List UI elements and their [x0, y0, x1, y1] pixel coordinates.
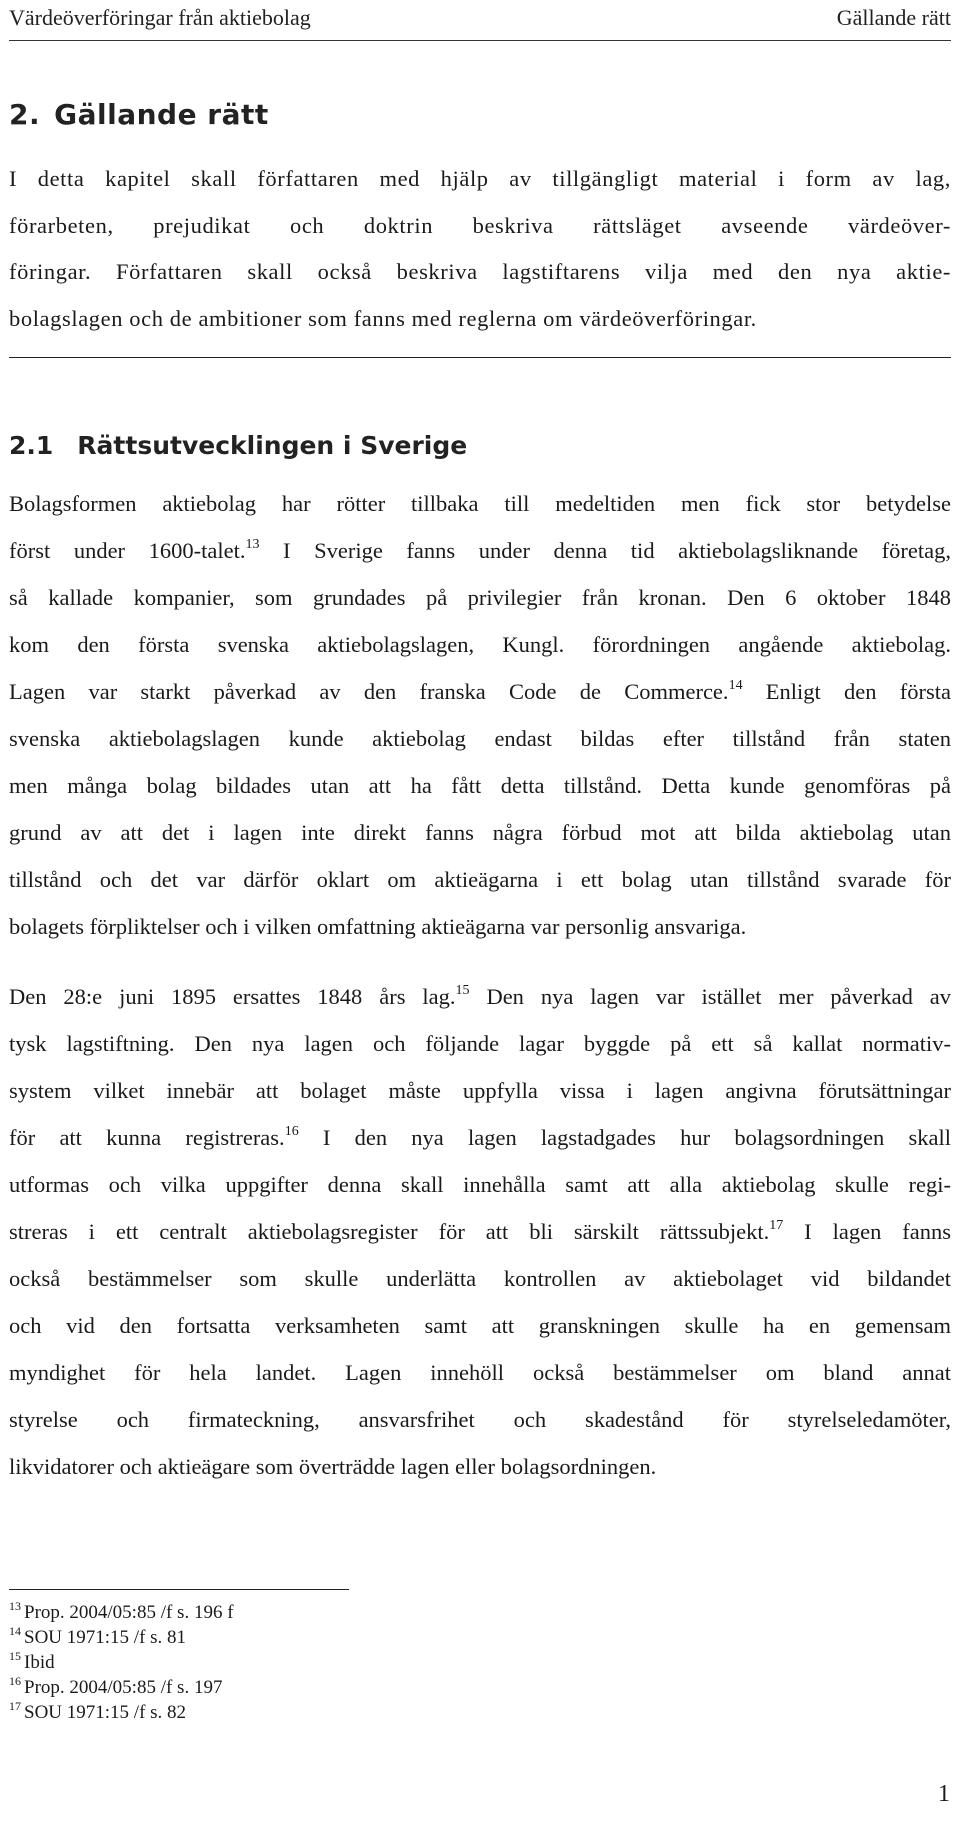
footnote-17: [9, 1700, 234, 1725]
chapter-intro-paragraph: [9, 156, 951, 342]
footnote-text: Prop. 2004/05:85 /f s. 196 f: [24, 1602, 234, 1623]
footnote-text: Ibid: [24, 1652, 55, 1673]
text-line: [9, 973, 951, 1020]
footnote-14: [9, 1625, 234, 1650]
section-title: Rättsutvecklingen i Sverige: [77, 431, 468, 460]
footnote-text: SOU 1971:15 /f s. 81: [24, 1627, 187, 1648]
text-line: styrelse och firmateckning, ansvarsfrihet och skadestånd för styrelseledamöter,: [9, 1407, 951, 1432]
text-span: för att kunna registreras.: [9, 1125, 285, 1150]
footnote-13: [9, 1600, 234, 1625]
footnotes-list: [9, 1600, 234, 1725]
footnote-number: 17: [9, 1699, 21, 1713]
text-span: I Sverige fanns under denna tid aktiebolagsliknande företag,: [259, 538, 951, 563]
body-paragraph-2: [9, 973, 951, 1490]
text-span: I den nya lagen lagstadgades hur bolagsordningen skall: [298, 1125, 951, 1150]
text-line: kom den första svenska aktiebolagslagen, Kungl. förordningen angående aktiebolag.: [9, 632, 951, 657]
text-line: så kallade kompanier, som grundades på privilegier från kronan. Den 6 oktober 1848: [9, 585, 951, 610]
footnote-ref-16[interactable]: 16: [284, 1124, 299, 1139]
text-span: först under 1600-talet.: [9, 538, 246, 563]
text-line: grund av att det i lagen inte direkt fanns några förbud mot att bilda aktiebolag utan: [9, 820, 951, 845]
text-line: föringar. Författaren skall också beskriva lagstiftarens vilja med den nya aktie-: [9, 259, 951, 284]
text-line: och vid den fortsatta verksamheten samt att granskningen skulle ha en gemensam: [9, 1313, 951, 1338]
text-line: likvidatorer och aktieägare som överträdde lagen eller bolagsordningen.: [9, 1454, 657, 1479]
header-document-title: Värdeöverföringar från aktiebolag: [9, 5, 311, 30]
section-number: 2.1: [9, 431, 54, 460]
footnote-number: 14: [9, 1624, 21, 1638]
text-span: Enligt den första: [742, 679, 951, 704]
text-line: [9, 527, 951, 574]
footnote-number: 15: [9, 1649, 21, 1663]
text-line: men många bolag bildades utan att ha fått detta tillstånd. Detta kunde genomföras på: [9, 773, 951, 798]
chapter-title: Gällande rätt: [54, 98, 269, 131]
running-header: [9, 0, 951, 36]
chapter-number: 2.: [9, 98, 41, 131]
text-line: svenska aktiebolagslagen kunde aktiebolag endast bildas efter tillstånd från staten: [9, 726, 951, 751]
header-divider: [9, 40, 951, 41]
text-line: bolagslagen och de ambitioner som fanns med reglerna om värdeöverföringar.: [9, 305, 757, 331]
text-line: förarbeten, prejudikat och doktrin beskriva rättsläget avseende värdeöver-: [9, 212, 951, 238]
text-line: system vilket innebär att bolaget måste uppfylla vissa i lagen angivna förutsättningar: [9, 1078, 951, 1103]
footnote-text: Prop. 2004/05:85 /f s. 197: [24, 1677, 223, 1698]
text-line: tysk lagstiftning. Den nya lagen och följande lagar byggde på ett så kallat normativ-: [9, 1031, 951, 1056]
footnote-number: 16: [9, 1674, 21, 1688]
footnote-16: [9, 1675, 234, 1700]
text-line: bolagets förpliktelser och i vilken omfattning aktieägarna var personlig ansvariga.: [9, 914, 747, 939]
section-divider: [9, 357, 951, 358]
header-chapter-title: Gällande rätt: [836, 5, 951, 30]
text-line: utformas och vilka uppgifter denna skall innehålla samt att alla aktiebolag skulle regi-: [9, 1172, 951, 1197]
text-span: Den nya lagen var istället mer påverkad av: [469, 984, 951, 1009]
text-line: också bestämmelser som skulle underlätta kontrollen av aktiebolaget vid bildandet: [9, 1266, 951, 1291]
footnote-ref-13[interactable]: 13: [245, 537, 260, 552]
footnote-divider: [9, 1589, 349, 1590]
text-line: Bolagsformen aktiebolag har rötter tillbaka till medeltiden men fick stor betydelse: [9, 491, 951, 516]
section-heading: [9, 431, 467, 460]
text-span: Den 28:e juni 1895 ersattes 1848 års lag.: [9, 984, 456, 1009]
footnote-ref-17[interactable]: 17: [769, 1218, 784, 1233]
text-line: [9, 1114, 951, 1161]
text-span: streras i ett centralt aktiebolagsregister för att bli särskilt rättssubjekt.: [9, 1219, 770, 1244]
footnote-text: SOU 1971:15 /f s. 82: [24, 1702, 187, 1723]
text-span: I lagen fanns: [783, 1219, 952, 1244]
footnote-ref-15[interactable]: 15: [455, 983, 470, 998]
text-line: [9, 668, 951, 715]
footnote-number: 13: [9, 1599, 21, 1613]
text-line: tillstånd och det var därför oklart om aktieägarna i ett bolag utan tillstånd svarade för: [9, 867, 951, 892]
text-line: I detta kapitel skall författaren med hjälp av tillgängligt material i form av lag,: [9, 166, 951, 191]
body-paragraph-1: [9, 480, 951, 950]
footnote-ref-14[interactable]: 14: [728, 678, 743, 693]
page-number: 1: [938, 1781, 950, 1807]
text-line: [9, 1208, 951, 1255]
text-span: Lagen var starkt påverkad av den franska Code de Commerce.: [9, 679, 729, 704]
text-line: myndighet för hela landet. Lagen innehöll också bestämmelser om bland annat: [9, 1360, 951, 1385]
chapter-heading: [9, 98, 269, 131]
footnote-15: [9, 1650, 234, 1675]
